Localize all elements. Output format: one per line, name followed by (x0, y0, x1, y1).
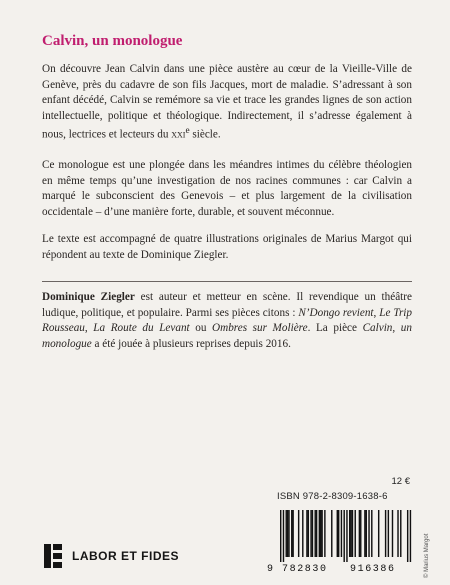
barcode-bars (268, 510, 418, 564)
barcode-bar (308, 510, 309, 557)
barcode-bar (371, 510, 372, 557)
barcode-bar (366, 510, 367, 557)
barcode-bar (346, 510, 347, 562)
barcode-bar (321, 510, 322, 557)
century-superscript: e (185, 126, 190, 137)
illustrations-paragraph: Le texte est accompagné de quatre illustrations originales de Marius Margot qui répondent au texte de Dominique Ziegler. (42, 233, 412, 261)
barcode-bar (343, 510, 344, 562)
bio-sep-2: , (84, 322, 94, 335)
century-numeral: xxi (171, 129, 186, 142)
bio-text-2: . La pièce (307, 322, 363, 335)
barcode-bar (320, 510, 321, 557)
barcode-bar (291, 510, 292, 557)
isbn-label: ISBN 978-2-8309-1638-6 (277, 491, 388, 502)
barcode-bar (407, 510, 408, 562)
work-title-route-levant: La Route du Levant (93, 322, 190, 335)
barcode (268, 510, 418, 576)
summary-1-text: On découvre Jean Calvin dans une pièce austère au cœur de la Vieille-Ville de Genève, près du cadavre de son fils Jacques, mort de maladie. S’adressant à son enfant décédé, Calvin se remémore sa vie et trace les grandes lignes de son action intellectuelle, politique et théologique. Indirectement, il s’adresse également à nous, lectrices et lecteurs du (42, 63, 412, 142)
barcode-bar (350, 510, 351, 557)
publisher-name: LABOR ET FIDES (72, 549, 180, 563)
author-bio (42, 290, 412, 352)
barcode-bar (310, 510, 311, 557)
barcode-bar (359, 510, 360, 557)
barcode-bar (324, 510, 325, 557)
barcode-bar (349, 510, 350, 557)
work-title-ombres-moliere: Ombres sur Molière (212, 322, 308, 335)
barcode-bar (315, 510, 316, 557)
barcode-left-digits: 782830 (282, 564, 328, 575)
barcode-bar (316, 510, 317, 557)
barcode-bar (360, 510, 361, 557)
barcode-bar (286, 510, 287, 557)
barcode-bar (352, 510, 353, 557)
barcode-bar (337, 510, 338, 557)
barcode-bar (341, 510, 342, 557)
publisher-logo-icon (44, 544, 62, 568)
summary-1-end: siècle. (189, 129, 221, 142)
work-title-ndongo: N’Dongo revient (298, 306, 374, 319)
barcode-bar (331, 510, 332, 557)
bio-text-1: est auteur et metteur en scène. Il revendique un théâtre ludique, politique, et populaire. Parmi ses pièces citons : (42, 291, 412, 319)
barcode-right-digits: 916386 (350, 564, 396, 575)
barcode-bar (319, 510, 320, 557)
barcode-bar (364, 510, 365, 557)
bio-sep-3: ou (189, 322, 213, 335)
barcode-bar (368, 510, 369, 557)
barcode-bar (388, 510, 389, 557)
book-title: Calvin, un monologue (42, 33, 183, 49)
work-title-trip-rousseau: Le Trip Rousseau (42, 306, 412, 335)
work-title-calvin: Calvin, un monologue (42, 322, 412, 350)
author-name: Dominique Ziegler (42, 291, 135, 303)
illustration-credit: © Marius Margot (424, 533, 430, 578)
barcode-bar (292, 510, 293, 557)
bio-sep-1: , (373, 306, 380, 319)
barcode-bar (298, 510, 299, 557)
barcode-bar (338, 510, 339, 557)
barcode-bar (280, 510, 281, 562)
barcode-bar (306, 510, 307, 557)
barcode-bar (400, 510, 401, 557)
barcode-first-digit: 9 (267, 564, 274, 575)
barcode-bar (397, 510, 398, 557)
barcode-bar (355, 510, 356, 557)
barcode-bar (288, 510, 289, 557)
publisher-mark (44, 543, 179, 569)
bio-text-3: a été jouée à plusieurs reprises depuis 2016. (91, 337, 291, 350)
barcode-bar (385, 510, 386, 557)
summary-paragraph-1 (42, 62, 412, 144)
barcode-bar (410, 510, 411, 562)
barcode-bar (378, 510, 379, 557)
barcode-bar (302, 510, 303, 557)
barcode-bar (283, 510, 284, 562)
section-divider (42, 281, 412, 282)
price-label: 12 € (391, 476, 410, 487)
barcode-bar (392, 510, 393, 557)
barcode-bar (287, 510, 288, 557)
barcode-bar (312, 510, 313, 557)
summary-paragraph-2: Ce monologue est une plongée dans les méandres intimes du célèbre théologien en même temps qu’une investigation de nos racines communes : car Calvin a marqué le subconscient des Genevois – et plus largement de la civilisation occidentale – d’une manière forte, durable, et souvent méconnue. (42, 159, 412, 218)
